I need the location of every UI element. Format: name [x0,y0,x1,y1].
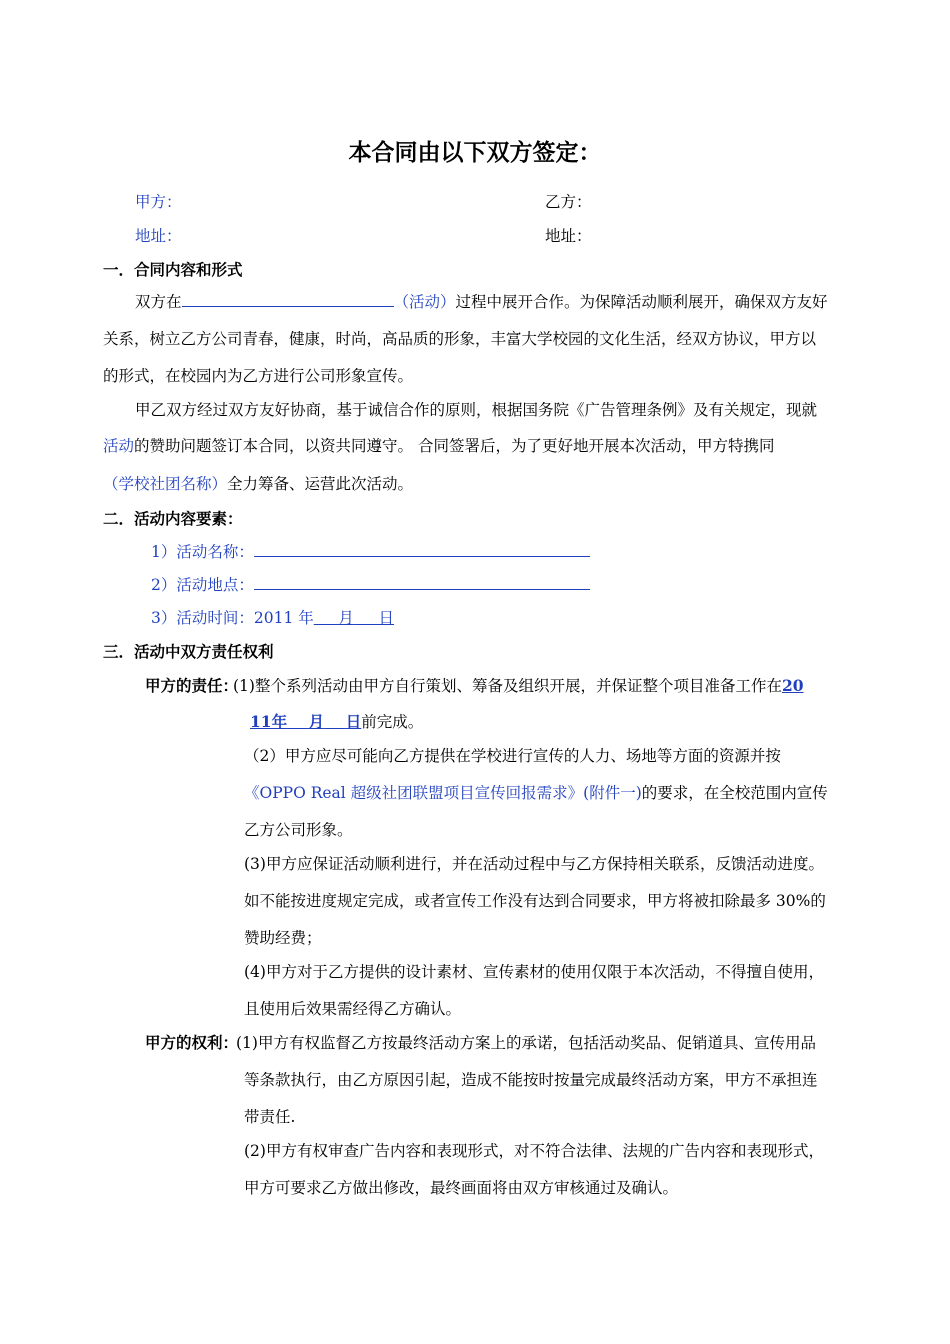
resp-3-line-2: 如不能按进度规定完成，或者宣传工作没有达到合同要求，甲方将被扣除最多 30%的 [244,892,826,910]
resp-2-line-2 [244,781,828,803]
s1-p1-text-b: （活动） [393,293,456,311]
s1-paragraph-1-line-1 [135,290,828,312]
resp-1-day: 日 [345,712,362,731]
section-1-heading: 一．合同内容和形式 [103,261,243,279]
party-b-address: 地址： [545,227,592,245]
resp-2-attachment-ref: 《OPPO Real 超级社团联盟项目宣传回报需求》(附件一) [244,784,642,802]
party-a-label: 甲方： [135,193,182,211]
s1-paragraph-1-line-3: 的形式，在校园内为乙方进行公司形象宣传。 [103,367,414,385]
activity-time-month: 月 [338,609,354,627]
resp-2-line-1: （2）甲方应尽可能向乙方提供在学校进行宣传的人力、场地等方面的资源并按 [244,747,781,765]
activity-name-label: 1）活动名称： [151,543,254,561]
s1-paragraph-2-line-3 [103,472,413,494]
activity-location-item [151,573,590,595]
right-1-line-3: 带责任. [244,1108,296,1126]
party-a-responsibilities-label: 甲方的责任： [145,677,239,695]
activity-name-blank [254,540,590,557]
right-1-line-1: (1)甲方有权监督乙方按最终活动方案上的承诺，包括活动奖品、促销道具、宣传用品 [236,1034,816,1052]
resp-1-date [250,712,361,731]
activity-name-item [151,540,590,562]
s1-p1-text-a: 双方在 [135,293,182,311]
s1-paragraph-2-line-1: 甲乙双方经过双方友好协商，基于诚信合作的原则，根据国务院《广告管理条例》及有关规定，现就 [135,401,818,419]
resp-1-year-start: 20 [781,676,804,695]
right-2-line-1: (2)甲方有权审查广告内容和表现形式，对不符合法律、法规的广告内容和表现形式， [244,1142,824,1160]
resp-1-line-1 [233,674,804,696]
resp-1-text-end: 前完成。 [361,713,424,731]
resp-1-month: 月 [308,712,325,731]
right-1-line-2: 等条款执行，由乙方原因引起，造成不能按时按量完成最终活动方案，甲方不承担连 [244,1071,818,1089]
resp-1-year-end: 11年 [250,712,288,731]
resp-4-line-2: 且使用后效果需经得乙方确认。 [244,1000,462,1018]
s1-p2-text-end: 全力筹备、运营此次活动。 [227,475,414,493]
activity-location-blank [254,573,590,590]
s1-p1-text-c: 过程中展开合作。为保障活动顺利展开，确保双方友好 [455,293,828,311]
section-3-heading: 三．活动中双方责任权利 [103,643,274,661]
activity-location-label: 2）活动地点： [151,576,254,594]
activity-blank [182,290,394,307]
resp-1-line-2 [250,710,423,732]
page-title: 本合同由以下双方签定： [348,140,602,166]
activity-time-label: 3）活动时间：2011 年 [151,609,314,627]
party-a-rights-label: 甲方的权利： [145,1034,239,1052]
s1-paragraph-2-line-2 [103,434,774,456]
activity-time-day: 日 [378,609,395,627]
resp-4-line-1: (4)甲方对于乙方提供的设计素材、宣传素材的使用仅限于本次活动，不得擅自使用， [244,963,824,981]
party-b-label: 乙方： [545,193,592,211]
activity-time-item [151,606,394,628]
resp-1-text: (1)整个系列活动由甲方自行策划、筹备及组织开展，并保证整个项目准备工作在 [233,677,782,695]
resp-3-line-3: 赞助经费； [244,929,322,947]
resp-3-line-1: (3)甲方应保证活动顺利进行，并在活动过程中与乙方保持相关联系，反馈活动进度。 [244,855,824,873]
resp-2-line-3: 乙方公司形象。 [244,821,353,839]
s1-p2-club-name: （学校社团名称） [103,475,228,493]
right-2-line-2: 甲方可要求乙方做出修改，最终画面将由双方审核通过及确认。 [244,1179,679,1197]
s1-p2-activity: 活动 [103,437,135,455]
resp-2-text: 的要求，在全校范围内宣传 [641,784,828,802]
s1-p2-text: 的赞助问题签订本合同，以资共同遵守。 合同签署后，为了更好地开展本次活动，甲方特携同 [134,437,775,455]
s1-paragraph-1-line-2: 关系，树立乙方公司青春，健康，时尚，高品质的形象，丰富大学校园的文化生活，经双方协议，甲方以 [103,330,817,348]
section-2-heading: 二．活动内容要素： [103,510,243,528]
party-a-address: 地址： [135,227,182,245]
